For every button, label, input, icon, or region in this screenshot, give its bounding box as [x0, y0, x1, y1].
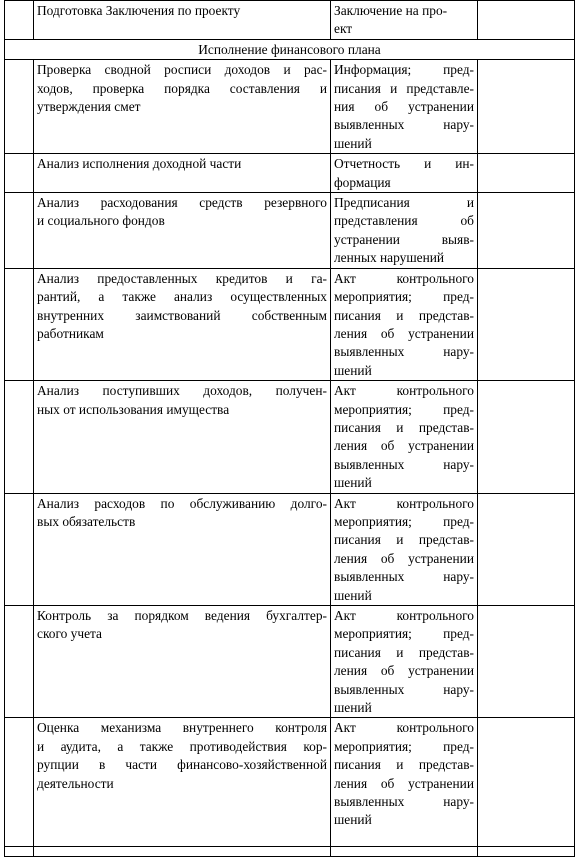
table-row	[5, 381, 575, 493]
result-line: мероприятия; пред-	[334, 289, 474, 305]
result-line: мероприятия; пред-	[334, 626, 474, 642]
result-line: устранении выяв-	[334, 231, 474, 247]
number-cell	[5, 268, 34, 380]
result-line: выявленных нару-	[334, 117, 474, 133]
table-row	[5, 847, 575, 857]
task-line: ского учета	[37, 626, 102, 642]
result-line: Акт контрольного	[334, 608, 474, 623]
task-cell	[34, 1, 331, 40]
result-line: шений	[334, 475, 372, 491]
number-cell	[5, 193, 34, 269]
number-cell	[5, 60, 34, 154]
result-line: выявленных нару-	[334, 344, 474, 360]
table-row	[5, 268, 575, 380]
result-line: Отчетность и ин-	[334, 156, 474, 172]
number-cell	[5, 847, 34, 857]
table-row	[5, 60, 575, 154]
task-line: Контроль за порядком ведения бухгалтер-	[37, 608, 327, 623]
task-line: Проверка сводной росписи доходов и рас-	[37, 62, 327, 78]
table-row-top	[5, 1, 575, 40]
task-line: утверждения смет	[37, 99, 141, 115]
task-line: ных от использования имущества	[37, 401, 230, 417]
section-title: Исполнение финансового плана	[5, 39, 575, 59]
table-row	[5, 193, 575, 269]
task-line: Анализ предоставленных кредитов и га-	[37, 270, 327, 286]
result-line: мероприятия; пред-	[334, 401, 474, 417]
number-cell	[5, 1, 34, 40]
result-line: ления об устранении	[334, 325, 474, 341]
result-line: шений	[334, 362, 372, 378]
task-line: и социального фондов	[37, 213, 165, 229]
note-cell	[478, 847, 575, 857]
result-line: ленных нарушений	[334, 250, 445, 266]
note-cell	[478, 1, 575, 40]
result-line: Предписания и	[334, 195, 474, 211]
result-line: ект	[334, 21, 353, 37]
result-line: писания и представ-	[334, 419, 474, 435]
table-row	[5, 493, 575, 605]
result-line: формация	[334, 174, 391, 190]
result-line: шений	[334, 587, 372, 603]
result-cell	[331, 847, 478, 857]
result-line: Акт контрольного	[334, 383, 474, 399]
task-cell	[34, 493, 331, 605]
note-cell	[478, 606, 575, 718]
result-line: шений	[334, 135, 372, 151]
number-cell	[5, 493, 34, 605]
result-line: писания и представ-	[334, 307, 474, 323]
task-cell	[34, 718, 331, 847]
note-cell	[478, 268, 575, 380]
result-line: выявленных нару-	[334, 794, 474, 810]
result-line: ления об устранении	[334, 438, 474, 454]
result-line: писания и представ-	[334, 757, 474, 773]
result-line: ления об устранении	[334, 663, 474, 679]
result-cell	[331, 381, 478, 493]
task-line: деятельности	[37, 775, 114, 791]
table-row	[5, 154, 575, 193]
note-cell	[478, 193, 575, 269]
table-row	[5, 606, 575, 718]
result-line: ления об устранении	[334, 775, 474, 791]
table-row	[5, 718, 575, 847]
number-cell	[5, 606, 34, 718]
result-cell	[331, 268, 478, 380]
task-line: рупции в части финансово-хозяйственной	[37, 757, 327, 773]
result-line: представления об	[334, 213, 474, 229]
task-line: Оценка механизма внутреннего контроля	[37, 720, 327, 736]
task-line: Анализ исполнения доходной части	[37, 156, 242, 172]
result-cell	[331, 60, 478, 154]
result-line: Заключение на про-	[334, 3, 448, 18]
control-measures-table	[4, 0, 575, 857]
task-cell	[34, 154, 331, 193]
task-cell	[34, 847, 331, 857]
task-line: и аудита, а также противодействия кор-	[37, 738, 327, 754]
result-line: шений	[334, 812, 372, 828]
task-line: рантий, а также анализ осуществленных	[37, 289, 327, 305]
task-line: Анализ поступивших доходов, получен-	[37, 383, 327, 399]
task-line: внутренних заимствований собственным	[37, 307, 327, 323]
task-line: работникам	[37, 325, 104, 341]
note-cell	[478, 718, 575, 847]
result-cell	[331, 154, 478, 193]
result-line: шений	[334, 700, 372, 716]
number-cell	[5, 154, 34, 193]
result-line: Акт контрольного	[334, 495, 474, 511]
note-cell	[478, 493, 575, 605]
note-cell	[478, 60, 575, 154]
result-cell	[331, 193, 478, 269]
section-row	[5, 39, 575, 59]
task-line: ходов, проверка порядка составления и	[37, 80, 327, 96]
result-cell	[331, 606, 478, 718]
task-cell	[34, 60, 331, 154]
number-cell	[5, 718, 34, 847]
task-line: вых обязательств	[37, 513, 136, 529]
result-line: мероприятия; пред-	[334, 738, 474, 754]
result-line: Акт контрольного	[334, 720, 474, 736]
result-line: писания и представ-	[334, 532, 474, 548]
result-line: писания и представле-	[334, 80, 474, 96]
result-cell	[331, 493, 478, 605]
task-cell	[34, 268, 331, 380]
result-line: Акт контрольного	[334, 270, 474, 286]
task-line: Анализ расходов по обслуживанию долго-	[37, 495, 327, 511]
note-cell	[478, 381, 575, 493]
table-body	[5, 1, 575, 857]
note-cell	[478, 154, 575, 193]
number-cell	[5, 381, 34, 493]
result-line: выявленных нару-	[334, 456, 474, 472]
result-line: писания и представ-	[334, 644, 474, 660]
task-line: Анализ расходования средств резервного	[37, 195, 327, 211]
result-cell	[331, 718, 478, 847]
task-cell	[34, 606, 331, 718]
result-cell	[331, 1, 478, 40]
task-cell	[34, 193, 331, 269]
result-line: Информация; пред-	[334, 62, 474, 78]
result-line: выявленных нару-	[334, 569, 474, 585]
task-cell	[34, 381, 331, 493]
result-line: ления об устранении	[334, 550, 474, 566]
result-line: мероприятия; пред-	[334, 513, 474, 529]
result-line: выявленных нару-	[334, 681, 474, 697]
result-line: ния об устранении	[334, 99, 474, 115]
task-text: Подготовка Заключения по проекту	[37, 3, 241, 18]
